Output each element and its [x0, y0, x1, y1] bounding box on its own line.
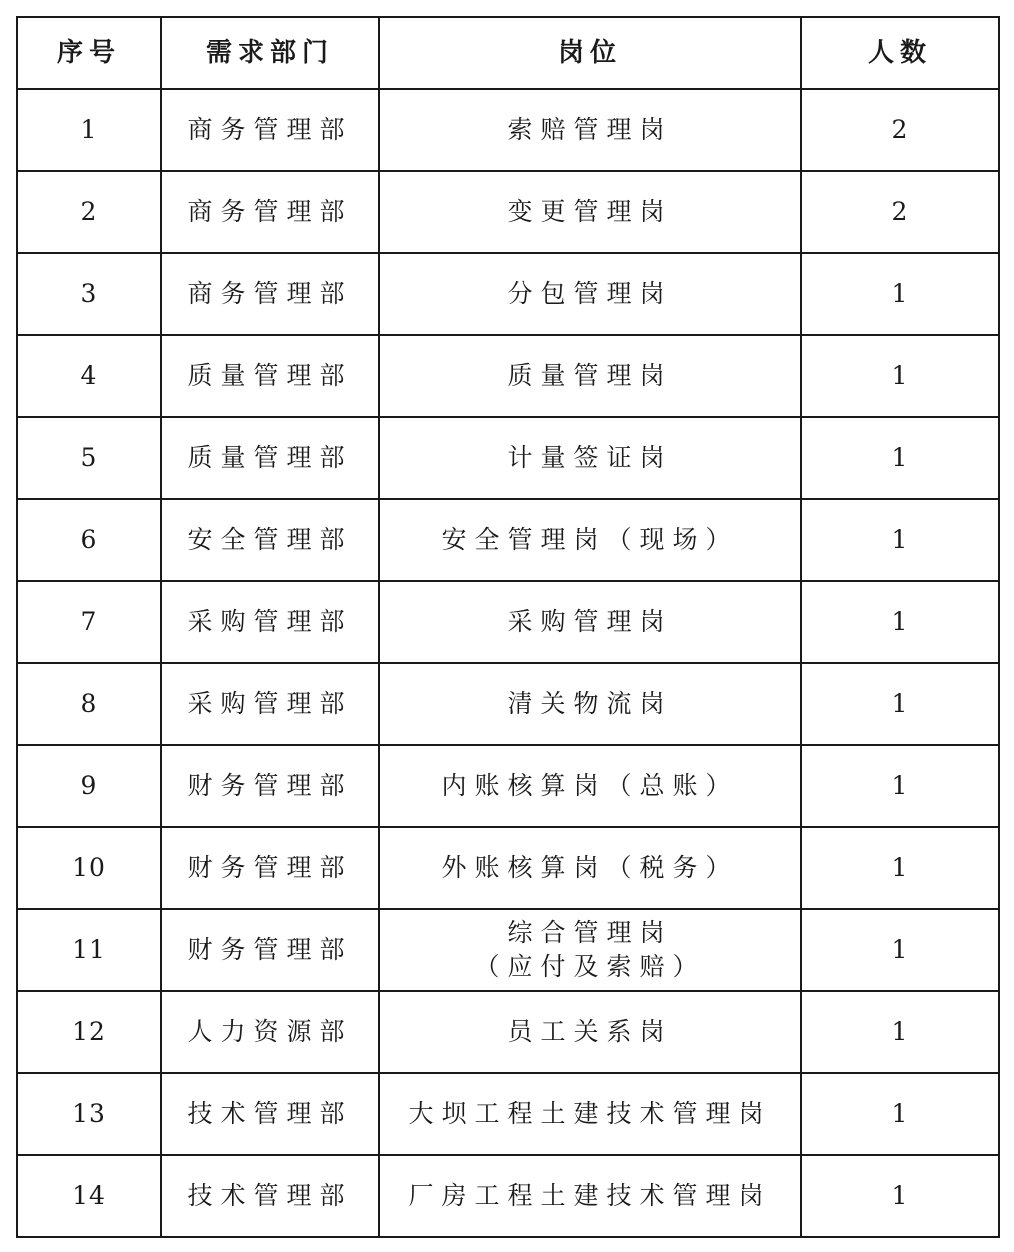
- recruitment-table: [16, 16, 1000, 1238]
- cell-count: 1: [801, 663, 999, 745]
- table-row: [17, 991, 999, 1073]
- header-row: [17, 17, 999, 89]
- cell-no: 6: [17, 499, 161, 581]
- table-row: [17, 253, 999, 335]
- cell-dept: 技术管理部: [161, 1073, 379, 1155]
- cell-dept: 商务管理部: [161, 253, 379, 335]
- cell-dept: 采购管理部: [161, 581, 379, 663]
- cell-dept: 质量管理部: [161, 417, 379, 499]
- cell-no: 14: [17, 1155, 161, 1237]
- table-row: [17, 1155, 999, 1237]
- cell-count: 1: [801, 1073, 999, 1155]
- post-line: 分包管理岗: [507, 279, 673, 308]
- cell-count: 1: [801, 499, 999, 581]
- cell-dept: 商务管理部: [161, 89, 379, 171]
- table-row: [17, 335, 999, 417]
- table-row: [17, 171, 999, 253]
- cell-post: [379, 909, 801, 991]
- post-line: 外账核算岗（税务）: [441, 853, 739, 882]
- post-line: 变更管理岗: [507, 197, 673, 226]
- cell-dept: 质量管理部: [161, 335, 379, 417]
- cell-post: [379, 991, 801, 1073]
- header-post: 岗位: [379, 17, 801, 89]
- table-row: [17, 745, 999, 827]
- cell-post: [379, 171, 801, 253]
- post-line: 内账核算岗（总账）: [441, 771, 739, 800]
- post-line: 大坝工程土建技术管理岗: [408, 1099, 772, 1128]
- cell-post: [379, 581, 801, 663]
- table-row: [17, 89, 999, 171]
- post-line: 采购管理岗: [507, 607, 673, 636]
- table-header: [17, 17, 999, 89]
- cell-post: [379, 89, 801, 171]
- cell-dept: 人力资源部: [161, 991, 379, 1073]
- post-line: 员工关系岗: [507, 1017, 673, 1046]
- cell-count: 1: [801, 827, 999, 909]
- cell-no: 9: [17, 745, 161, 827]
- table-row: [17, 1073, 999, 1155]
- cell-count: 2: [801, 171, 999, 253]
- table-body: [17, 89, 999, 1237]
- table-row: [17, 499, 999, 581]
- post-line: 安全管理岗（现场）: [441, 525, 739, 554]
- cell-post: [379, 663, 801, 745]
- header-count: 人数: [801, 17, 999, 89]
- cell-count: 1: [801, 335, 999, 417]
- cell-dept: 采购管理部: [161, 663, 379, 745]
- cell-count: 1: [801, 991, 999, 1073]
- cell-post: [379, 253, 801, 335]
- cell-count: 1: [801, 417, 999, 499]
- post-line: 清关物流岗: [507, 689, 673, 718]
- cell-post: [379, 1155, 801, 1237]
- cell-count: 2: [801, 89, 999, 171]
- cell-dept: 财务管理部: [161, 909, 379, 991]
- post-line: 质量管理岗: [507, 361, 673, 390]
- cell-no: 3: [17, 253, 161, 335]
- header-dept: 需求部门: [161, 17, 379, 89]
- cell-post: [379, 499, 801, 581]
- cell-no: 12: [17, 991, 161, 1073]
- table-row: [17, 581, 999, 663]
- cell-no: 4: [17, 335, 161, 417]
- cell-count: 1: [801, 1155, 999, 1237]
- cell-dept: 技术管理部: [161, 1155, 379, 1237]
- cell-dept: 商务管理部: [161, 171, 379, 253]
- cell-no: 11: [17, 909, 161, 991]
- cell-no: 13: [17, 1073, 161, 1155]
- cell-no: 5: [17, 417, 161, 499]
- cell-no: 10: [17, 827, 161, 909]
- post-line: 厂房工程土建技术管理岗: [408, 1181, 772, 1210]
- cell-no: 7: [17, 581, 161, 663]
- post-line: 索赔管理岗: [507, 115, 673, 144]
- table-row: [17, 827, 999, 909]
- post-line: （应付及索赔）: [474, 952, 706, 981]
- cell-post: [379, 417, 801, 499]
- cell-post: [379, 1073, 801, 1155]
- cell-post: [379, 745, 801, 827]
- cell-count: 1: [801, 909, 999, 991]
- cell-post: [379, 827, 801, 909]
- cell-post: [379, 335, 801, 417]
- cell-count: 1: [801, 581, 999, 663]
- cell-no: 2: [17, 171, 161, 253]
- table-row: [17, 909, 999, 991]
- cell-dept: 财务管理部: [161, 745, 379, 827]
- cell-count: 1: [801, 253, 999, 335]
- cell-no: 1: [17, 89, 161, 171]
- cell-no: 8: [17, 663, 161, 745]
- post-line: 计量签证岗: [507, 443, 673, 472]
- cell-count: 1: [801, 745, 999, 827]
- table-row: [17, 417, 999, 499]
- post-line: 综合管理岗: [507, 918, 673, 947]
- table-row: [17, 663, 999, 745]
- cell-dept: 财务管理部: [161, 827, 379, 909]
- cell-dept: 安全管理部: [161, 499, 379, 581]
- header-no: 序号: [17, 17, 161, 89]
